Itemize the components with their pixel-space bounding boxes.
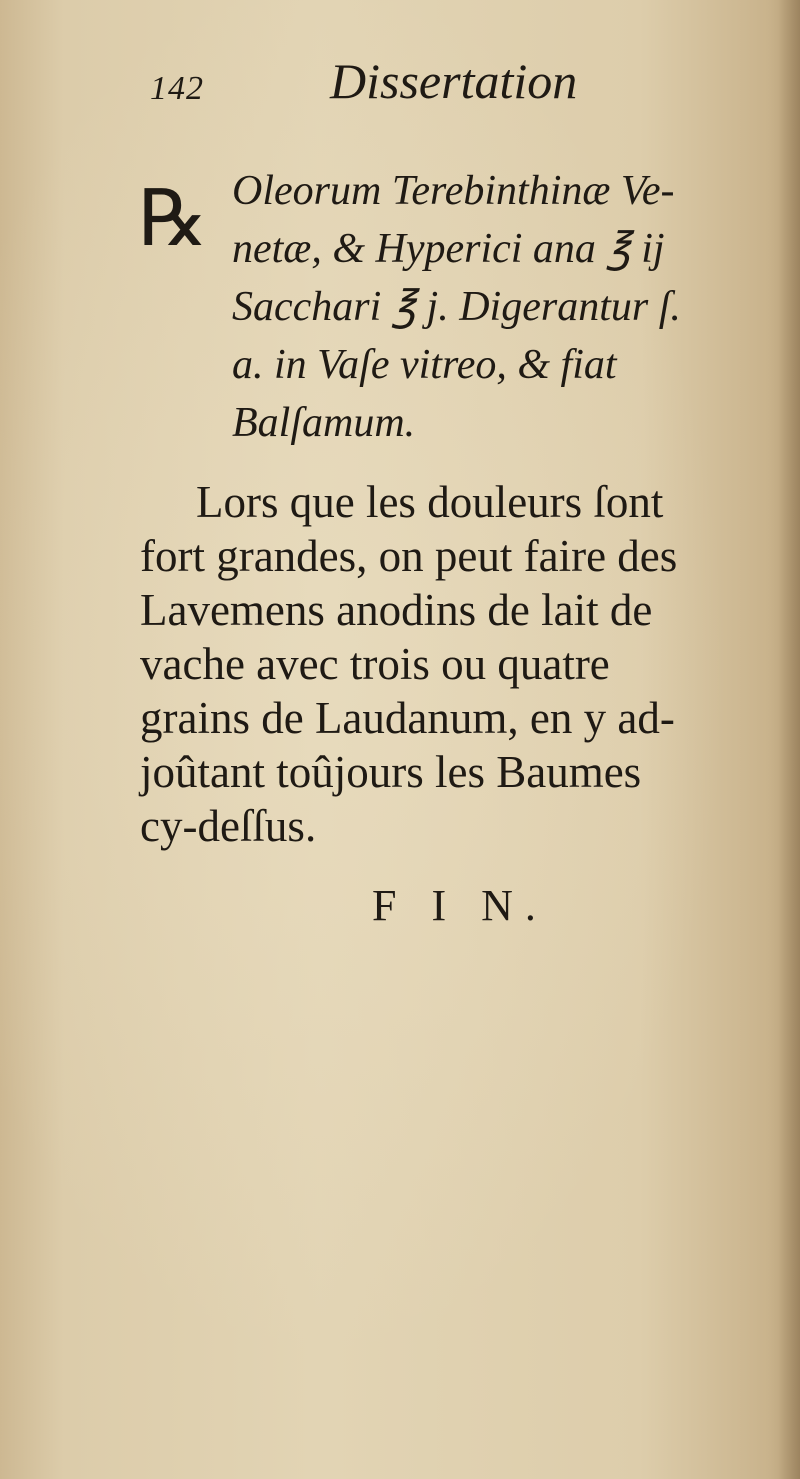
- paragraph-line: cy-deſſus.: [140, 801, 317, 851]
- recipe-line: Sacchari ℥ j. Digerantur ſ.: [232, 284, 681, 330]
- recipe-line: a. in Vaſe vitreo, & fiat: [232, 342, 617, 388]
- recipe-line: Oleorum Terebinthinæ Ve-: [232, 168, 675, 214]
- paragraph-line: Lors que les douleurs ſont: [196, 477, 664, 527]
- paragraph-line: grains de Laudanum, en y ad-: [140, 693, 675, 743]
- running-title: Dissertation: [330, 53, 578, 109]
- paragraph-line: vache avec trois ou quatre: [140, 639, 610, 689]
- paragraph-line: joûtant toûjours les Baumes: [140, 747, 642, 797]
- recipe-line: netæ, & Hyperici ana ℥ ij: [232, 226, 665, 272]
- end-mark: F I N.: [372, 881, 548, 930]
- paragraph-line: Lavemens anodins de lait de: [140, 585, 653, 635]
- page-edge-shadow: [778, 0, 800, 1479]
- page-number: 142: [150, 70, 204, 107]
- recipe-symbol: ℞: [138, 174, 208, 264]
- recipe-prescription: [232, 162, 772, 452]
- recipe-line: Balſamum.: [232, 400, 416, 446]
- paragraph-line: fort grandes, on peut faire des: [140, 531, 678, 581]
- body-paragraph: [140, 475, 760, 853]
- page-header: [150, 52, 710, 112]
